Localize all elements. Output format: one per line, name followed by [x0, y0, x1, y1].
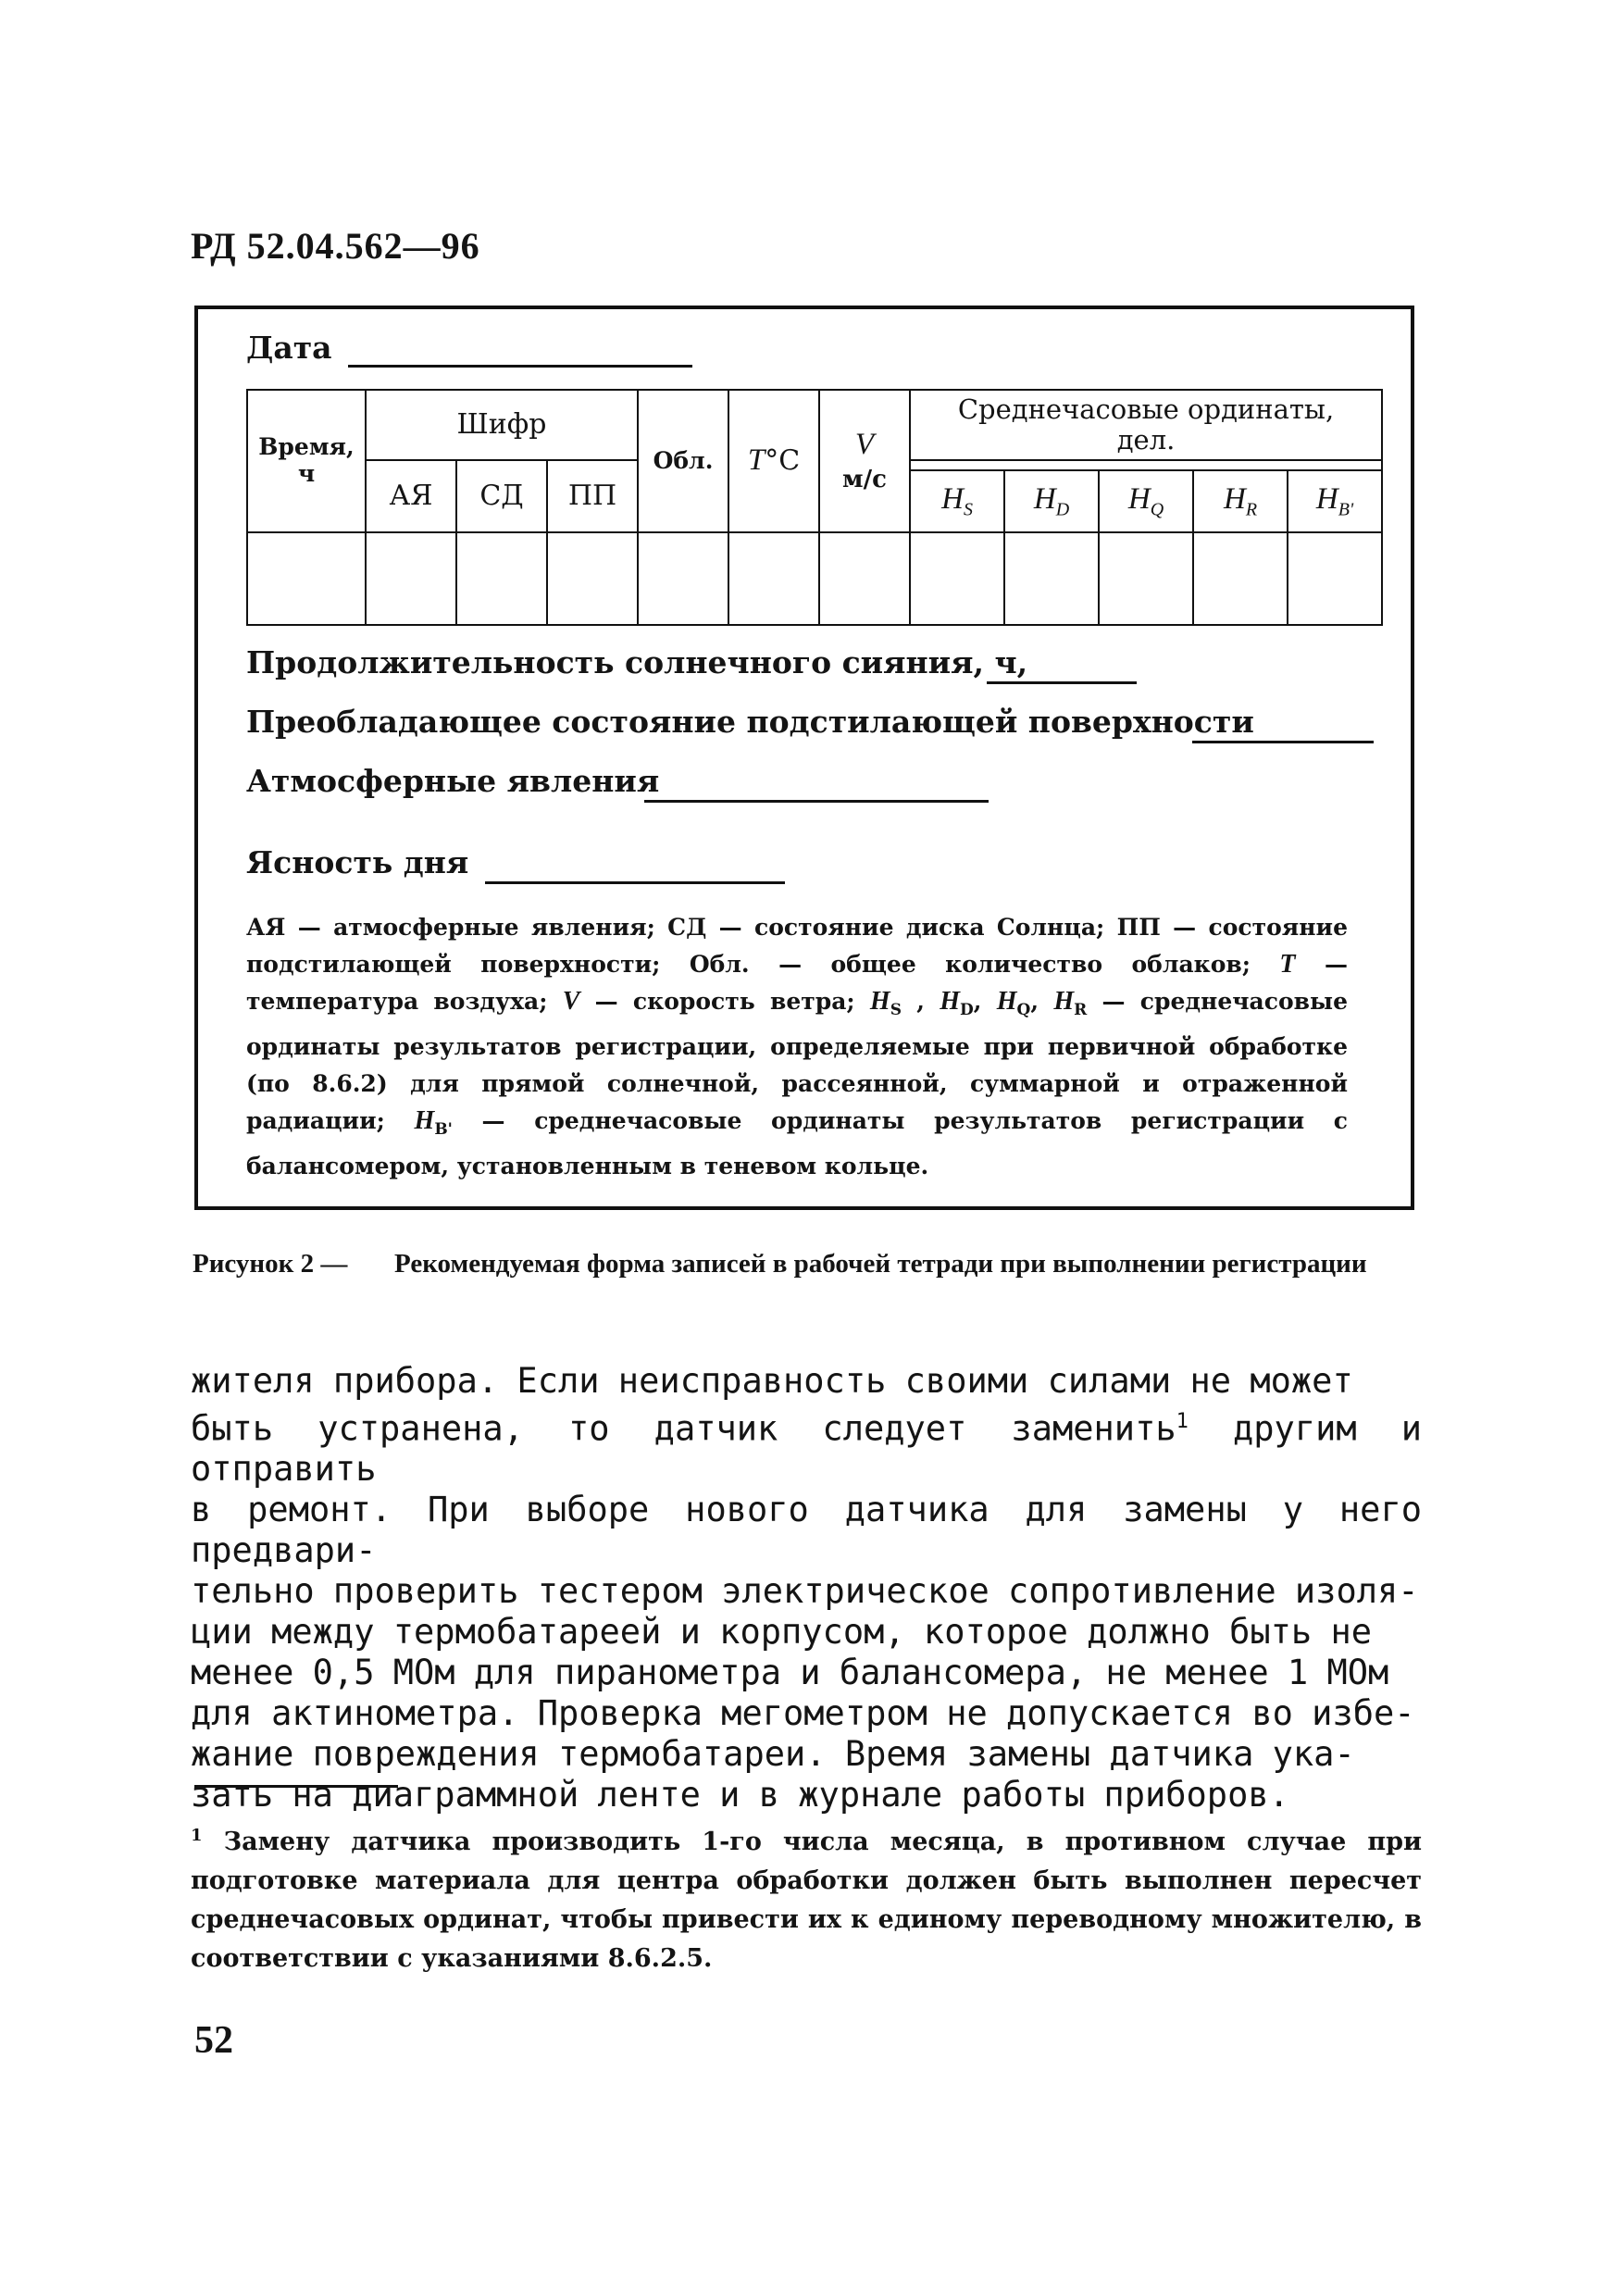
cipher-col-sd: СД: [456, 460, 547, 532]
table-row: [247, 532, 1382, 625]
table-cell: [1004, 532, 1099, 625]
document-code: РД 52.04.562—96: [191, 225, 480, 267]
date-blank-line: [348, 365, 692, 368]
cipher-header: Шифр: [366, 390, 638, 460]
body-line: зать на диаграммной ленте и в журнале работы приборов.: [191, 1775, 1289, 1816]
recording-table: [246, 389, 1383, 626]
footnote: [191, 1816, 1422, 1978]
caption-text: Рекомендуемая форма записей в рабочей тетради при выполнении регистрации: [394, 1249, 1367, 1279]
atmospheric-phenomena-blank: [644, 800, 989, 803]
table-cell: [728, 532, 819, 625]
time-header: Время, ч: [247, 390, 366, 532]
form-legend: АЯ — атмосферные явления; СД — состояние диска Солнца; ПП — состояние подстилающей поверхности; Обл. — общее количество облаков; T — температура воздуха; V — скорость ветра; $H_S$ , $H_D$, $H_Q$, $H_R$ — среднечасовые ординаты результатов регистрации, определяемые при первичной обработке (по 8.6.2) для прямой солнечной, рассеянной, суммарной и отраженной радиации; $H_{B'}$ — среднечасовые ординаты результатов регистрации с балансомером, установленным в теневом кольце.: [246, 914, 1349, 1179]
ordinate-col-hd: $H_D$: [1004, 470, 1099, 532]
footnote-reference: 1: [1176, 1410, 1189, 1433]
ordinate-col-hr: $H_R$: [1193, 470, 1288, 532]
footnote-marker: 1: [191, 1826, 203, 1845]
recording-form: [194, 306, 1414, 1210]
date-label: Дата: [246, 330, 332, 366]
body-paragraph: [191, 1361, 1422, 1816]
cipher-col-pp: ПП: [547, 460, 638, 532]
body-line: ции между термобатареей и корпусом, которое должно быть не: [191, 1612, 1373, 1653]
table-cell: [1099, 532, 1193, 625]
table-cell: [1288, 532, 1382, 625]
figure-caption: [193, 1248, 1424, 1279]
footnote-divider: [194, 1785, 398, 1788]
table-cell: [547, 532, 638, 625]
body-line: для актинометра. Проверка мегометром не допускается во избе-: [191, 1693, 1415, 1734]
table-cell: [638, 532, 728, 625]
page-number: 52: [194, 2019, 233, 2062]
atmospheric-phenomena-label: Атмосферные явления: [246, 763, 660, 799]
body-line: менее 0,5 МОм для пиранометра и балансомера, не менее 1 МОм: [191, 1653, 1389, 1693]
surface-state-blank: [1192, 741, 1374, 743]
ordinates-header: Среднечасовые ординаты, дел.: [910, 390, 1382, 460]
ordinate-col-hb: $H_{B'}$: [1288, 470, 1382, 532]
ordinates-header-spacer: [910, 460, 1382, 470]
body-line: в ремонт. При выборе нового датчика для замены у него предвари-: [191, 1490, 1422, 1571]
cipher-col-aya: АЯ: [366, 460, 456, 532]
wind-speed-header: V м/с: [819, 390, 910, 532]
footnote-text: Замену датчика производить 1-го числа месяца, в противном случае при подготовке материала для центра обработки должен быть выполнен пересчет среднечасовых ординат, чтобы привести их к единому переводному множителю, в соответствии с указаниями 8.6.2.5.: [191, 1828, 1422, 1973]
day-clarity-label: Ясность дня: [246, 844, 469, 880]
surface-state-label: Преобладающее состояние подстилающей поверхности: [246, 704, 1254, 740]
body-line: жание повреждения термобатареи. Время замены датчика ука-: [191, 1734, 1355, 1775]
clouds-header: Обл.: [638, 390, 728, 532]
day-clarity-blank: [485, 881, 785, 884]
table-cell: [819, 532, 910, 625]
temperature-header: T°С: [728, 390, 819, 532]
sunshine-duration-label: Продолжительность солнечного сияния, ч,: [246, 644, 1028, 680]
table-cell: [910, 532, 1004, 625]
table-cell: [247, 532, 366, 625]
table-cell: [366, 532, 456, 625]
table-cell: [1193, 532, 1288, 625]
body-line: тельно проверить тестером электрическое сопротивление изоля-: [191, 1571, 1419, 1612]
body-line: быть устранена, то датчик следует заменить$^1$ другим и отправить: [191, 1408, 1422, 1490]
caption-label: Рисунок 2 —: [193, 1249, 348, 1279]
table-cell: [456, 532, 547, 625]
ordinate-col-hs: $H_S$: [910, 470, 1004, 532]
ordinate-col-hq: $H_Q$: [1099, 470, 1193, 532]
sunshine-duration-blank: [987, 681, 1137, 684]
body-line: жителя прибора. Если неисправность своими силами не может: [191, 1361, 1353, 1401]
